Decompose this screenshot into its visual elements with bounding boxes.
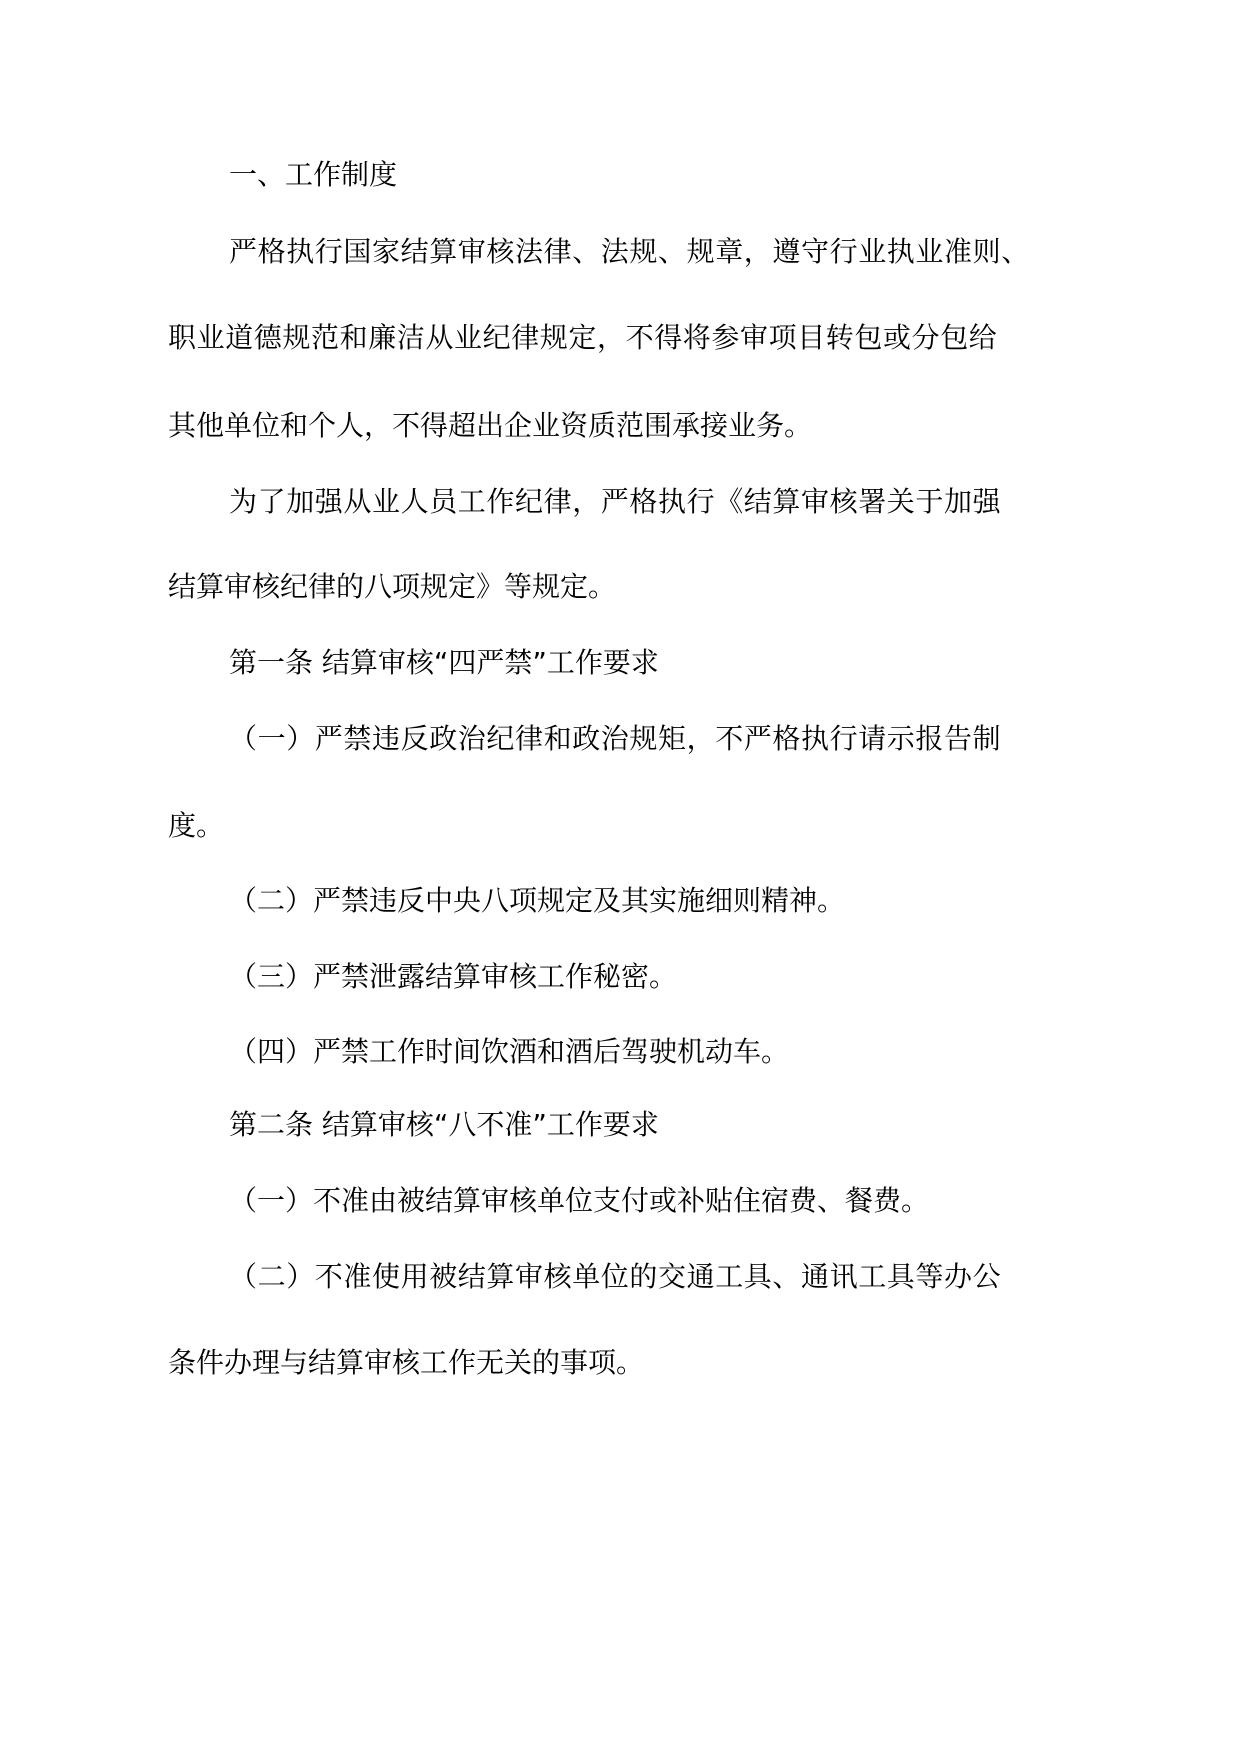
list-item-continuation: 度。 [168,809,225,842]
section-heading: 一、工作制度 [229,158,398,191]
list-item: （二）严禁违反中央八项规定及其实施细则精神。 [229,884,846,917]
list-item: （三）严禁泄露结算审核工作秘密。 [229,960,678,993]
list-item: （二）不准使用被结算审核单位的交通工具、通讯工具等办公 [229,1260,1002,1293]
list-item: （一）不准由被结算审核单位支付或补贴住宿费、餐费。 [229,1184,930,1217]
article-title: 第二条 结算审核“八不准”工作要求 [229,1108,659,1141]
article-title: 第一条 结算审核“四严禁”工作要求 [229,646,659,679]
paragraph-line: 严格执行国家结算审核法律、法规、规章，遵守行业执业准则、 [229,235,1030,268]
paragraph-line: 其他单位和个人，不得超出企业资质范围承接业务。 [168,409,813,442]
paragraph-line: 结算审核纪律的八项规定》等规定。 [168,570,617,603]
paragraph-line: 职业道德规范和廉洁从业纪律规定，不得将参审项目转包或分包给 [168,321,998,354]
list-item: （四）严禁工作时间饮酒和酒后驾驶机动车。 [229,1035,790,1068]
paragraph-line: 为了加强从业人员工作纪律，严格执行《结算审核署关于加强 [229,485,1002,518]
list-item: （一）严禁违反政治纪律和政治规矩，不严格执行请示报告制 [229,722,1002,755]
list-item-continuation: 条件办理与结算审核工作无关的事项。 [168,1346,645,1379]
